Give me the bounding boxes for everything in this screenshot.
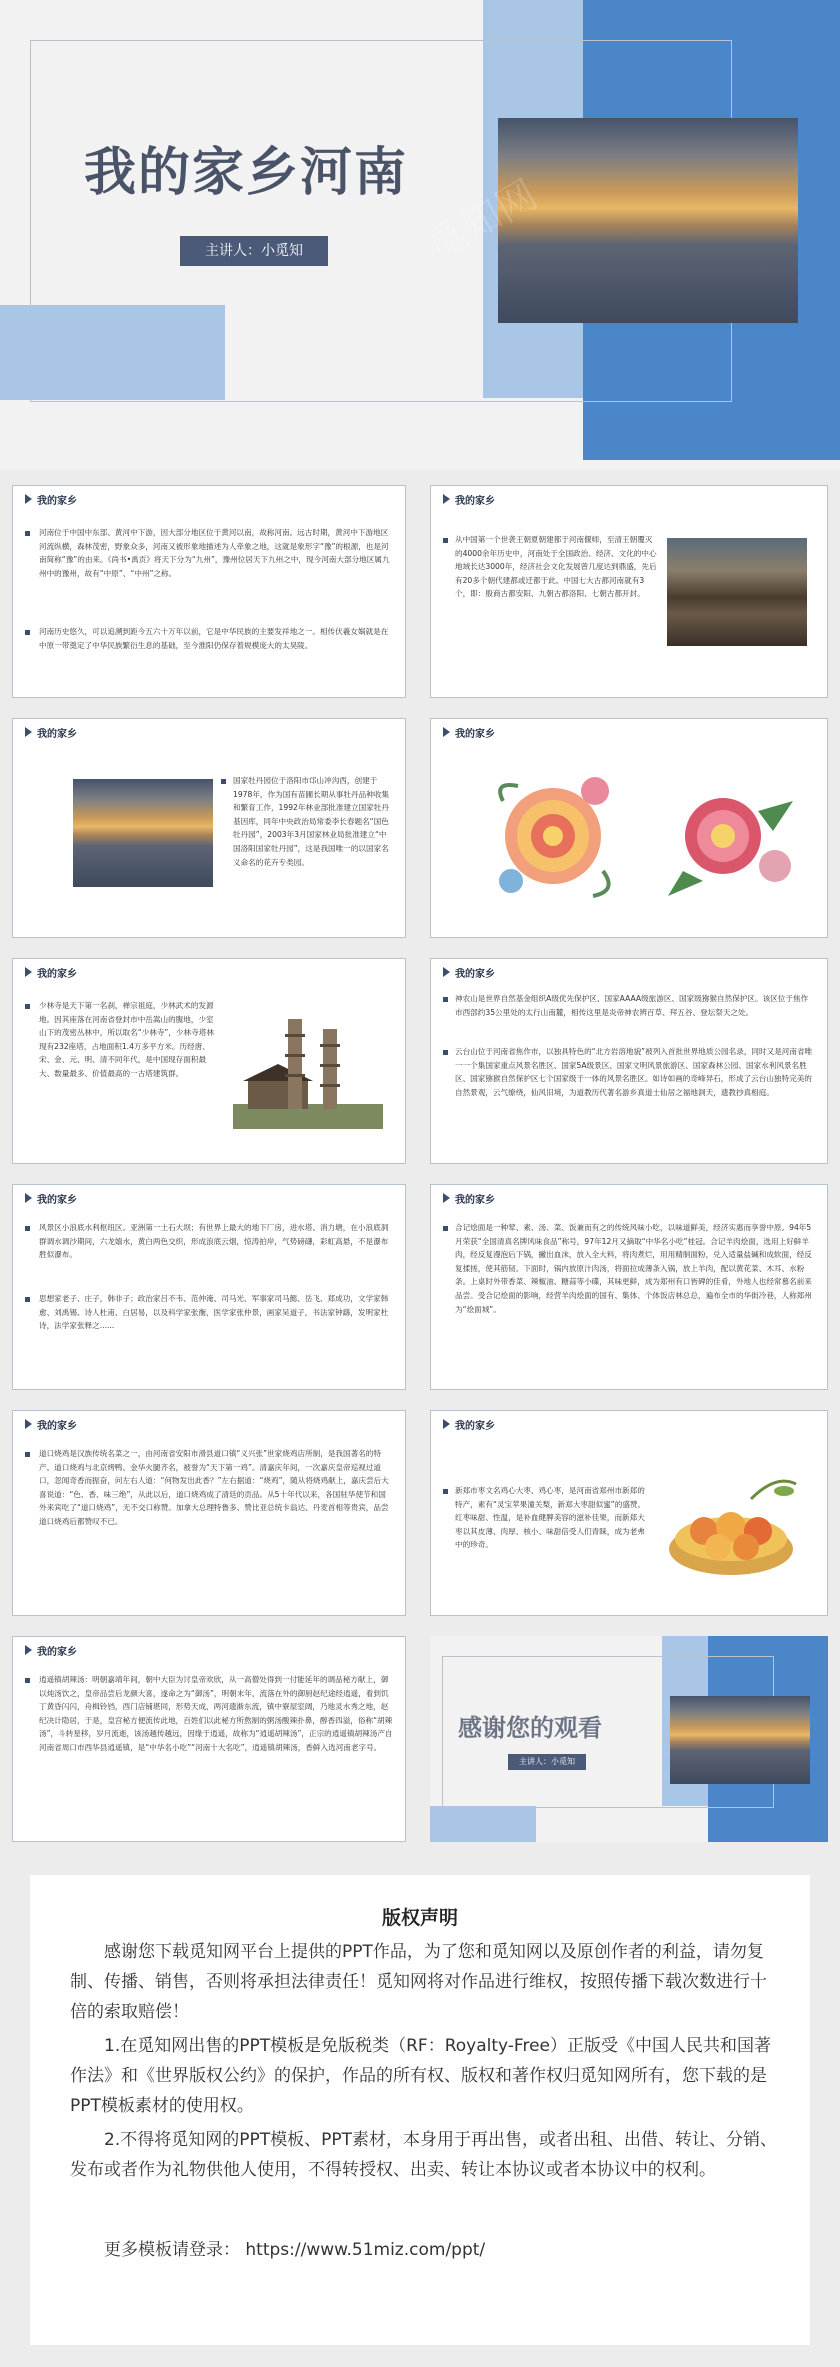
section-tag: 我的家乡 [443,1417,495,1431]
bullet-icon [25,630,30,635]
bullet-icon [443,997,448,1002]
triangle-icon [443,1193,450,1203]
bullet-icon [221,779,226,784]
paragraph: 道口烧鸡是汉族传统名菜之一，由河南省安阳市滑县道口镇“义兴张”世家烧鸡店所制，是我国著名的特产。道口烧鸡与北京烤鸭、金华火腿齐名，被誉为“天下第一鸡”。清嘉庆年间，一次嘉庆皇帝巡视过道口，忽闻奇香而振奋，问左右人道：“何物发出此香？”左右据道：“烧鸡”，随从将烧鸡献上，嘉庆尝后大喜说道：“色、香、味三绝”，从此以后，道口烧鸡成了清廷的贡品。从5十年代以来，各国驻华使节和国外来宾吃了“道口烧鸡”，无不交口称赞。加拿大总理特鲁多、赞比亚总统卡翁达、丹麦首相等贵宾，品尝道口烧鸡后都赞叹不已。 [39,1449,389,1526]
slide-9 [430,1184,828,1390]
slide-5 [430,718,828,938]
bullet-icon [25,531,30,536]
page-title: 我的家乡河南 [84,143,409,203]
sunset-photo [670,1696,810,1784]
section-tag: 我的家乡 [25,965,77,979]
slide-1 [0,0,840,470]
copyright-title: 版权声明 [381,1907,458,1929]
slide-2 [12,485,406,698]
paragraph: 国家牡丹园位于洛阳市邙山冲沟西，创建于1978年，作为国有苗圃长期从事牡丹品种收集和繁育工作，1992年林业部批准建立国家牡丹基因库，同年中央政治局常委李长春题名“国色牡丹园”，2003年3月国家林业局批准建立“中国洛阳国家牡丹园”，这是我国唯一的以国家名义命名的花卉专类园。 [233,776,390,867]
paragraph: 云台山位于河南省焦作市，以独具特色的“北方岩溶地貌”被列入首批世界地质公园名录，同时又是河南省唯一一个集国家重点风景名胜区、国家5A级景区、国家文明风景旅游区、国家森林公园、国家水利风景名胜区、国家猕猴自然保护区七个国家级于一体的风景名胜区。如诗如画的奇峰异石，形成了云台山独特完美的自然景观，云气缭绕，仙风旧境，为道教历代著名游乡真道士仙居之福地洞天，遗教抄真相庭。 [455,1047,813,1097]
bullet-icon [25,1678,30,1683]
copyright-panel [30,1875,810,2345]
triangle-icon [443,494,450,504]
paragraph: 神农山是世界自然基金组织A级优先保护区、国家AAAA级旅游区、国家级猕猴自然保护区。该区位于焦作市西部约35公里处的太行山南麓，相传这里是炎帝神农辨百草、拜五谷、登坛祭天之处。 [455,994,809,1017]
bullet-icon [443,1226,448,1231]
slide-8 [12,1184,406,1390]
bullet-icon [25,1004,30,1009]
peony-illustration-left [483,761,623,911]
triangle-icon [25,1193,32,1203]
section-tag: 我的家乡 [443,965,495,979]
slide-10 [12,1410,406,1616]
decor-left-blue-block [430,1806,536,1842]
section-tag: 我的家乡 [25,1417,77,1431]
thanks-title: 感谢您的观看 [458,1714,602,1742]
paragraph: 合记烩面是一种荤、素、汤、菜、饭兼而有之的传统风味小吃，以味道鲜美，经济实惠而享誉中原。94年5月荣获“全国清真名牌风味食品”称号，97年12月又摘取“中华名小吃”桂冠。合记羊肉烩面，选用上好鲜羊肉，经反复漫泡后下锅，撇出血沫，放入全大料，将肉煮烂，用用精制面粉，兑入适量盐碱和成软面，经反复揉搓，使其筋韧。下面时，锅内放原汁肉汤，将面拉成薄条入锅，放上羊肉，配以黄花菜、木耳、水粉条。上桌时外带香菜、辣椒油、糖蒜等小碟，其味更鲜，成为郑州有口皆碑的佳肴，外地人也经常慕名前来品尝。受合记烩面的影响，经营羊肉烩面的国有、集体、个体饭店林总总，遍布全市的华街冷巷，人称郑州为“烩面城”。 [455,1223,812,1314]
jujube-basket-illustration [656,1469,806,1579]
paragraph: 新郑市枣文名鸡心大枣、鸡心枣，是河南省郑州市新郑的特产，素有“灵宝苹果潼关梨，新郑大枣甜似蜜”的盛赞。红枣味甜、性温，是补血健脾美容的滋补佳果，而新郑大枣以其皮薄、肉厚、核小、味甜倍受人们青睐，成为老弗中的珍奇。 [455,1486,646,1550]
paragraph: 河南位于中国中东部、黄河中下游，因大部分地区位于黄河以南，故称河南。远古时期，黄河中下游地区河流纵横，森林茂密，野象众多，河南又被形象地描述为人牵象之地，这就是象形字“豫”的根源，也是河南简称“豫”的由来。《尚书•禹贡》将天下分为“九州”，豫州位居天下九州之中，现今河南大部分地区属九州中的豫州，故有“中原”、“中州”之称。 [39,528,390,578]
presenter-badge: 主讲人：小觅知 [180,236,328,266]
paragraph: 河南历史悠久，可以追溯到距今五六十万年以前，它是中华民族的主要发祥地之一。相传伏羲女娲就是在中原一带奠定了中华民族繁衍生息的基础，至今淮阳仍保存着规模庞大的太昊陵。 [39,627,389,650]
slide-6 [12,958,406,1164]
section-tag: 我的家乡 [25,492,77,506]
slide-4 [12,718,406,938]
paragraph: 逍遥镇胡辣汤：明朝嘉靖年间，朝中大臣为讨皇帝欢欣，从一高僧处得到一付能延年的调品秘方献上，御以炖汤饮之，皇帝品尝后龙颜大喜，遂命之为“御汤”，明朝末年，流落在外的御厨赵纪途经逍遥，看到饥丁黄昏闪闪，舟楫铃铛，西门店铺堪同，形势天成，两河遗渐东流，镇中寮屋室阔，乃地灵水秀之地，赵纪决计隐居，于是，皇宫秘方便流传此地，百姓们以此秘方所熬制的粥汤酸辣扑鼻，醇香四溢，俗称“胡辣汤”，斗转星移，岁月流逝，该汤越传越远，因缘于逍遥，故称为“逍遥胡辣汤”，正宗的逍遥镇胡辣汤产自河南省周口市西华县逍遥镇，是“中华名小吃”“河南十大名吃”，逍遥镇胡辣汤，香鲜入选河南老字号。 [39,1675,393,1752]
sunset-photo [73,779,213,887]
section-tag: 我的家乡 [443,492,495,506]
more-templates-link[interactable]: 更多模板请登录： https://www.51miz.com/ppt/ [104,2240,486,2260]
watermark: 觅知网 [418,171,546,272]
section-tag: 我的家乡 [443,1191,495,1205]
copyright-paragraph: 感谢您下载觅知网平台上提供的PPT作品，为了您和觅知网以及原创作者的利益，请勿复制、传播、销售，否则将承担法律责任！觅知网将对作品进行维权，按照传播下载次数进行十倍的索取赔偿！ [70,1942,767,2022]
triangle-icon [25,1645,32,1655]
section-tag: 我的家乡 [25,1191,77,1205]
section-tag: 我的家乡 [443,725,495,739]
triangle-icon [25,494,32,504]
paragraph: 少林寺是天下第一名刹，禅宗祖庭，少林武术的发源地。因其座落在河南省登封市中岳嵩山的腹地，少室山下的茂密丛林中，所以取名“少林寺”，少林寺塔林现有232座塔，占地面积1.4万多平方米。历经唐、宋、金、元、明、清不同年代，是中国现存面积最大、数量最多、价值最高的一古塔建筑群。 [39,1001,214,1078]
copyright-paragraph: 1.在觅知网出售的PPT模板是免版税类（RF：Royalty-Free）正版受《中国人民共和国著作法》和《世界版权公约》的保护，作品的所有权、版权和著作权归觅知网所有，您下载的是PPT模板素材的使用权。 [70,2036,771,2116]
triangle-icon [25,727,32,737]
section-tag: 我的家乡 [25,725,77,739]
bullet-icon [25,1226,30,1231]
copyright-paragraph: 2.不得将觅知网的PPT模板、PPT素材，本身用于再出售，或者出租、出借、转让、分销、发布或者作为礼物供他人使用，不得转授权、出卖、转让本协议或者本协议中的权利。 [70,2130,777,2180]
section-tag: 我的家乡 [25,1643,77,1657]
slide-11 [430,1410,828,1616]
sunset-photo [498,118,798,323]
bullet-icon [443,1050,448,1055]
slide-13 [430,1636,828,1842]
slide-12 [12,1636,406,1842]
paragraph: 风景区小浪底水利枢纽区。亚洲第一土石大坝；有世界上最大的地下厂房，进水塔、消力塘，在小浪底洞群调水调沙期间，六龙嬉水，黄白两色交织，形成浪底云烟，惊涛拍岸，气势磅礴，彩虹高悬，不是瀑布胜似瀑布。 [39,1223,389,1260]
triangle-icon [25,967,32,977]
village-photo [667,538,807,646]
bullet-icon [443,1489,448,1494]
slide-7 [430,958,828,1164]
triangle-icon [443,1419,450,1429]
slide-3 [430,485,828,698]
triangle-icon [25,1419,32,1429]
triangle-icon [443,727,450,737]
triangle-icon [443,967,450,977]
decor-left-blue-block [0,305,225,400]
paragraph: 思想家老子、庄子，韩非子；政治家吕不韦、范仲淹、司马光、军事家司马懿、岳飞、郑成功，文学家韩愈、刘禹锡、诗人杜甫、白居易，以及科学家张衡，医学家张仲景，画家吴道子，书法家钟繇，发明家杜诗，法学家张释之...... [39,1294,389,1331]
pagoda-illustration [233,1009,383,1129]
paragraph: 从中国第一个世袭王朝夏朝建都于河南偃师，至清王朝覆灭的4000余年历史中，河南处于全国政治、经济、文化的中心地域长达3000年，经济社会文化发展曾几度达到鼎盛，先后有20多个朝代建都或迁都于此。中国七大古都河南就有3个，即：殷商古都安阳、九朝古都洛阳、七朝古都开封。 [455,535,657,599]
bullet-icon [25,1297,30,1302]
peony-illustration-right [663,771,803,901]
bullet-icon [25,1452,30,1457]
bullet-icon [443,538,448,543]
presenter-badge: 主讲人：小觅知 [508,1754,586,1770]
